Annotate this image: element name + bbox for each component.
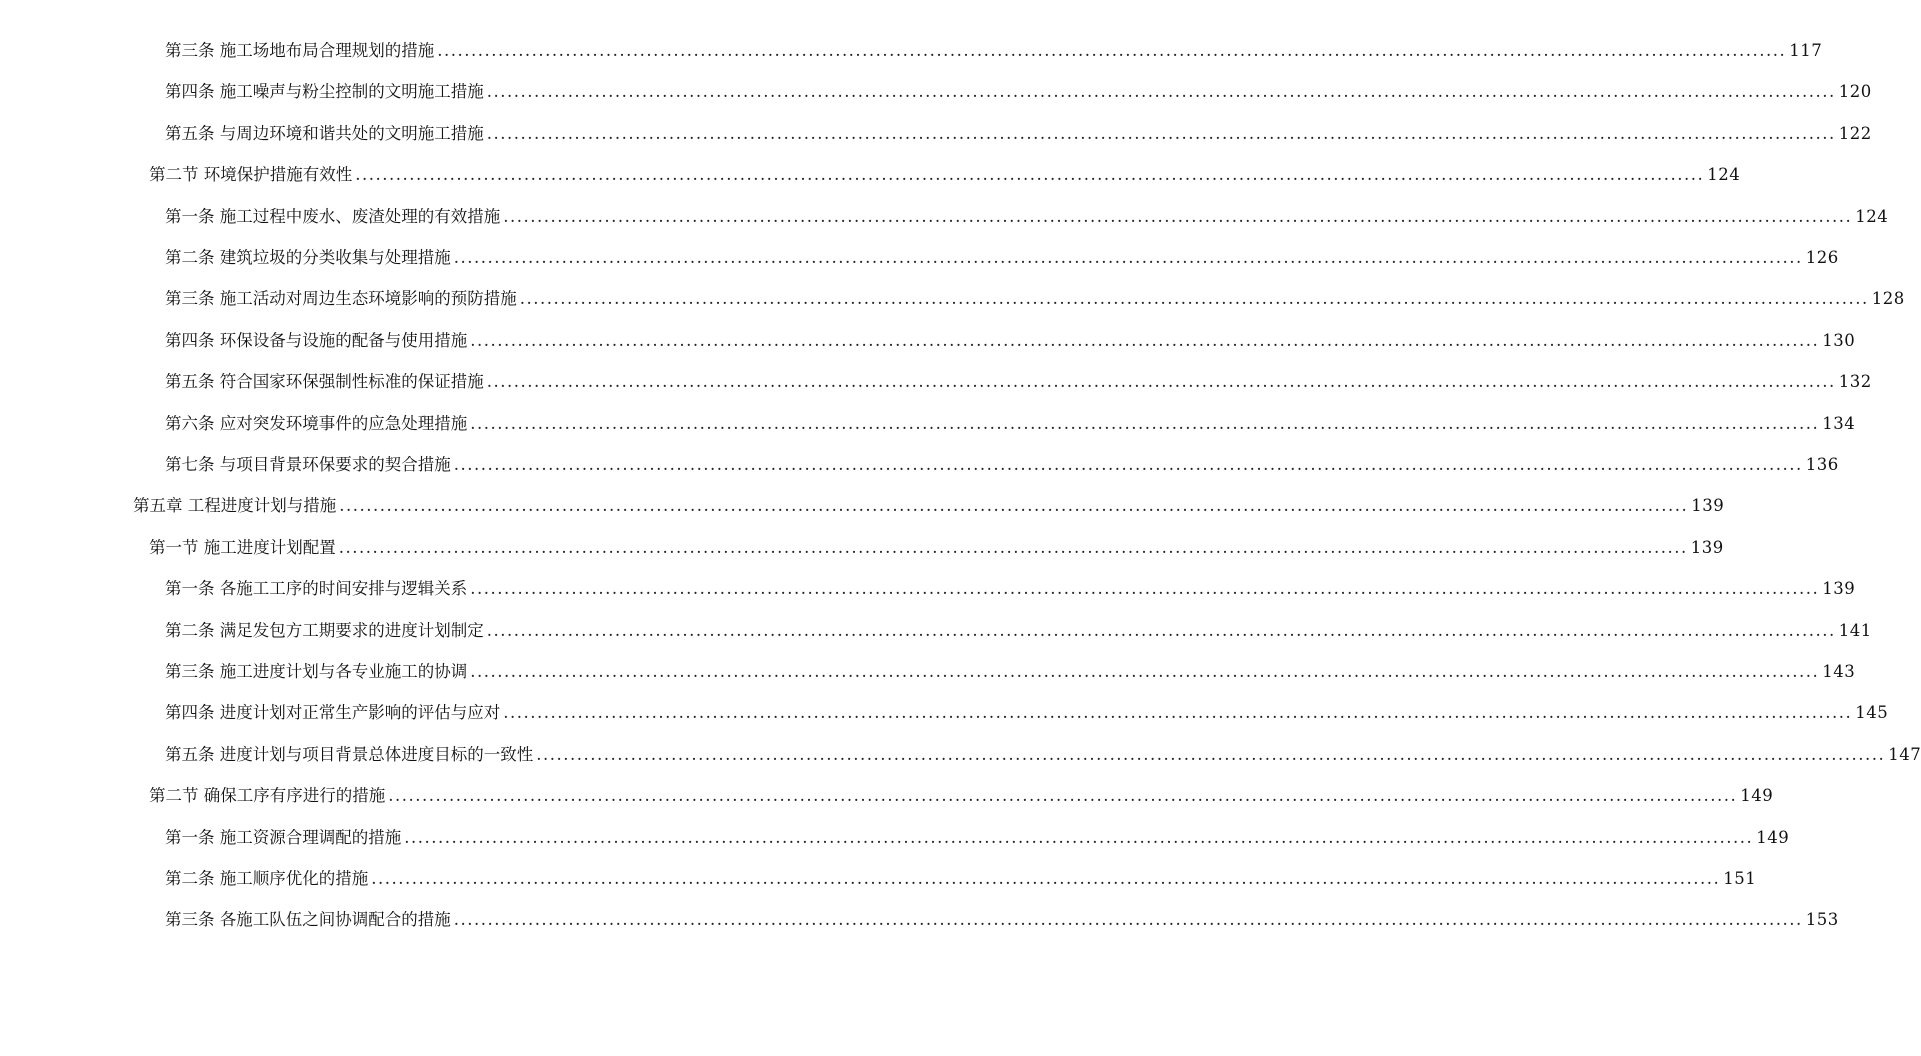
toc-leader-dots: ........................................................................................................................................................................................................	[453, 910, 1803, 929]
toc-entry[interactable]	[165, 327, 1856, 355]
toc-entry[interactable]	[165, 617, 1872, 645]
toc-entry[interactable]	[165, 285, 1905, 313]
toc-entry[interactable]	[149, 534, 1724, 562]
toc-leader-dots: ........................................................................................................................................................................................................	[470, 331, 1820, 350]
toc-leader-dots: ........................................................................................................................................................................................................	[404, 828, 1754, 847]
toc-entry-page-number: 122	[1838, 124, 1872, 143]
toc-entry[interactable]	[165, 37, 1823, 65]
toc-entry[interactable]	[165, 699, 1889, 727]
toc-entry-page-number: 139	[1690, 538, 1724, 557]
toc-leader-dots: ........................................................................................................................................................................................................	[470, 414, 1820, 433]
toc-entry-label: 第三条 施工活动对周边生态环境影响的预防措施	[165, 289, 517, 308]
toc-entry-page-number: 147	[1888, 745, 1921, 764]
toc-entry-label: 第五条 与周边环境和谐共处的文明施工措施	[165, 124, 484, 143]
toc-leader-dots: ........................................................................................................................................................................................................	[503, 207, 1853, 226]
toc-entry-label: 第五章 工程进度计划与措施	[133, 496, 337, 515]
toc-leader-dots: ........................................................................................................................................................................................................	[339, 496, 1689, 515]
toc-entry[interactable]	[165, 410, 1856, 438]
toc-entry[interactable]	[149, 782, 1774, 810]
toc-entry-page-number: 139	[1822, 579, 1856, 598]
toc-leader-dots: ........................................................................................................................................................................................................	[338, 538, 1688, 557]
toc-entry-page-number: 117	[1789, 41, 1823, 60]
toc-entry-page-number: 134	[1822, 414, 1856, 433]
toc-entry-page-number: 145	[1855, 703, 1889, 722]
toc-entry-page-number: 132	[1838, 372, 1872, 391]
toc-leader-dots: ........................................................................................................................................................................................................	[453, 455, 1803, 474]
toc-entry-label: 第一条 施工资源合理调配的措施	[165, 828, 402, 847]
toc-leader-dots: ........................................................................................................................................................................................................	[503, 703, 1853, 722]
toc-entry-page-number: 128	[1871, 289, 1905, 308]
toc-entry[interactable]	[165, 368, 1872, 396]
toc-entry-page-number: 136	[1805, 455, 1839, 474]
toc-entry-page-number: 149	[1740, 786, 1774, 805]
toc-entry-page-number: 151	[1723, 869, 1757, 888]
toc-entry[interactable]	[133, 492, 1725, 520]
toc-entry-label: 第五条 进度计划与项目背景总体进度目标的一致性	[165, 745, 534, 764]
toc-entry[interactable]	[165, 658, 1856, 686]
toc-leader-dots: ........................................................................................................................................................................................................	[388, 786, 1738, 805]
toc-leader-dots: ........................................................................................................................................................................................................	[453, 248, 1803, 267]
toc-entry[interactable]	[149, 161, 1741, 189]
toc-entry[interactable]	[165, 824, 1790, 852]
toc-entry[interactable]	[165, 575, 1856, 603]
toc-entry[interactable]	[165, 120, 1872, 148]
toc-entry-label: 第七条 与项目背景环保要求的契合措施	[165, 455, 451, 474]
toc-leader-dots: ........................................................................................................................................................................................................	[486, 124, 1836, 143]
toc-leader-dots: ........................................................................................................................................................................................................	[355, 165, 1705, 184]
toc-entry-label: 第三条 施工场地布局合理规划的措施	[165, 41, 435, 60]
toc-entry-page-number: 124	[1707, 165, 1741, 184]
toc-entry-label: 第二条 建筑垃圾的分类收集与处理措施	[165, 248, 451, 267]
toc-entry[interactable]	[165, 78, 1872, 106]
toc-entry-page-number: 143	[1822, 662, 1856, 681]
toc-entry-page-number: 149	[1756, 828, 1790, 847]
toc-entry-label: 第二条 满足发包方工期要求的进度计划制定	[165, 621, 484, 640]
toc-entry[interactable]	[165, 203, 1889, 231]
toc-entry-label: 第一条 各施工工序的时间安排与逻辑关系	[165, 579, 468, 598]
toc-entry-label: 第二节 环境保护措施有效性	[149, 165, 353, 184]
toc-entry[interactable]	[165, 451, 1839, 479]
toc-entry-page-number: 130	[1822, 331, 1856, 350]
toc-leader-dots: ........................................................................................................................................................................................................	[486, 82, 1836, 101]
toc-entry-label: 第四条 施工噪声与粉尘控制的文明施工措施	[165, 82, 484, 101]
toc-entry-label: 第二条 施工顺序优化的措施	[165, 869, 369, 888]
toc-entry-label: 第二节 确保工序有序进行的措施	[149, 786, 386, 805]
toc-entry-label: 第一节 施工进度计划配置	[149, 538, 336, 557]
toc-leader-dots: ........................................................................................................................................................................................................	[486, 372, 1836, 391]
toc-entry-label: 第三条 各施工队伍之间协调配合的措施	[165, 910, 451, 929]
toc-leader-dots: ........................................................................................................................................................................................................	[519, 289, 1869, 308]
toc-leader-dots: ........................................................................................................................................................................................................	[371, 869, 1721, 888]
toc-entry-page-number: 139	[1691, 496, 1725, 515]
toc-entry-page-number: 153	[1805, 910, 1839, 929]
toc-entry-label: 第六条 应对突发环境事件的应急处理措施	[165, 414, 468, 433]
toc-entry[interactable]	[165, 244, 1839, 272]
toc-entry-page-number: 124	[1855, 207, 1889, 226]
toc-entry[interactable]	[165, 906, 1839, 934]
toc-leader-dots: ........................................................................................................................................................................................................	[470, 662, 1820, 681]
toc-leader-dots: ........................................................................................................................................................................................................	[486, 621, 1836, 640]
toc-entry-page-number: 141	[1838, 621, 1872, 640]
toc-entry[interactable]	[165, 865, 1757, 893]
toc-entry-label: 第四条 环保设备与设施的配备与使用措施	[165, 331, 468, 350]
toc-entry[interactable]	[165, 741, 1921, 769]
toc-leader-dots: ........................................................................................................................................................................................................	[437, 41, 1787, 60]
toc-entry-label: 第三条 施工进度计划与各专业施工的协调	[165, 662, 468, 681]
toc-leader-dots: ........................................................................................................................................................................................................	[536, 745, 1886, 764]
toc-entry-page-number: 126	[1805, 248, 1839, 267]
toc-entry-label: 第一条 施工过程中废水、废渣处理的有效措施	[165, 207, 501, 226]
toc-entry-label: 第五条 符合国家环保强制性标准的保证措施	[165, 372, 484, 391]
toc-entry-label: 第四条 进度计划对正常生产影响的评估与应对	[165, 703, 501, 722]
toc-entry-page-number: 120	[1838, 82, 1872, 101]
toc-leader-dots: ........................................................................................................................................................................................................	[470, 579, 1820, 598]
